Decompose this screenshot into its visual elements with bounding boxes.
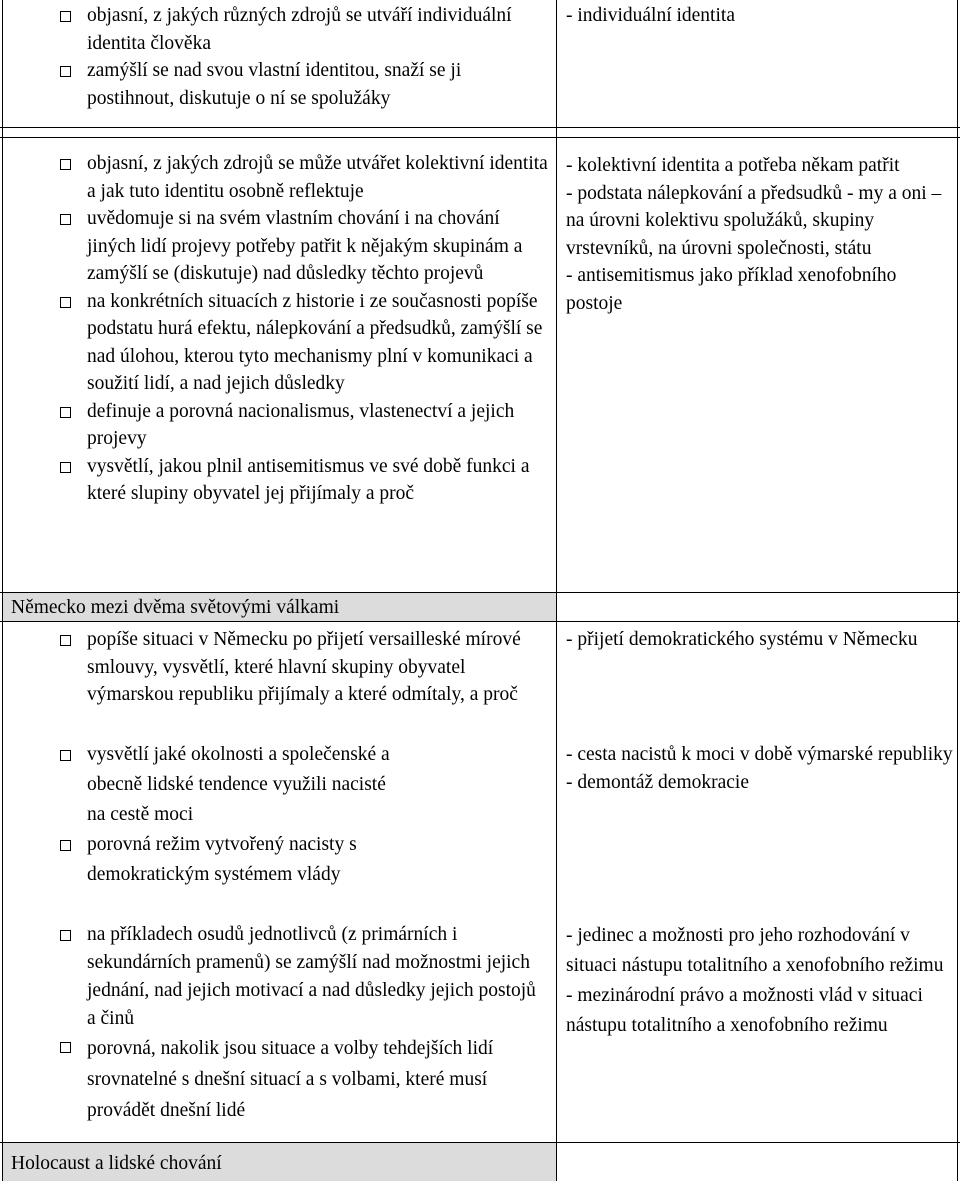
list-item-text: objasní, z jakých různých zdrojů se utváří individuální identita člověka [87, 5, 512, 54]
topic-text: - přijetí demokratického systému v Německu [566, 629, 918, 650]
list-item [12, 626, 552, 709]
row-1-right [566, 2, 956, 30]
checkbox-bullet-icon [60, 214, 71, 225]
list-item-text: zamýšlí se nad svou vlastní identitou, snaží se ji postihnout, diskutuje o ní se spolužáky [87, 60, 462, 109]
checkbox-bullet-icon [60, 407, 71, 418]
checkbox-bullet-icon [60, 297, 71, 308]
list-item [12, 921, 552, 1033]
list-item [12, 288, 552, 398]
row-2-right [566, 152, 956, 317]
list-item [12, 453, 552, 508]
checkbox-bullet-icon [60, 840, 71, 851]
topic-text: - kolektivní identita a potřeba někam patřit [566, 155, 900, 176]
topic-text: - jedinec a možnosti pro jeho rozhodování v situaci nástupu totalitního a xenofobního režimu [566, 925, 944, 976]
row-3-right [566, 626, 956, 654]
topic-text: - podstata nálepkování a předsudků - my a oni – na úrovni kolektivu spolužáků, skupiny vrstevníků, na úrovni společnosti, státu [566, 182, 942, 259]
list-item [12, 150, 552, 205]
list-item [12, 2, 552, 57]
row-4-right [566, 741, 956, 796]
checkbox-bullet-icon [60, 1042, 71, 1053]
row-2-left [12, 150, 552, 508]
topic-text: - mezinárodní právo a možnosti vlád v situaci nástupu totalitního a xenofobního režimu [566, 985, 923, 1036]
topic-text: - antisemitismus jako příklad xenofobního postoje [566, 265, 897, 314]
table-border-left [2, 0, 3, 1181]
list-item-text: popíše situaci v Německu po přijetí versailleské mírové smlouvy, vysvětlí, které hlavní skupiny obyvatel výmarskou republiku přijímaly a které odmítaly, a proč [87, 629, 521, 705]
row-3-left [12, 626, 552, 709]
list-item [12, 830, 552, 890]
checkbox-bullet-icon [60, 159, 71, 170]
checkbox-bullet-icon [60, 11, 71, 22]
list-item [12, 1033, 552, 1126]
section-heading: Německo mezi dvěma světovými válkami [11, 597, 340, 618]
list-item-text: na příkladech osudů jednotlivců (z primárních i sekundárních pramenů) se zamýšlí nad možnostmi jejich jednání, nad jejich motivací a nad důsledky jejich postojů a činů [87, 924, 536, 1029]
checkbox-bullet-icon [60, 930, 71, 941]
list-item-text: vysvětlí jaké okolnosti a společenské a obecně lidské tendence využili nacisté na cestě moci [87, 744, 390, 825]
list-item [12, 398, 552, 453]
row-5-right [566, 921, 956, 1041]
row-divider [0, 137, 960, 138]
topic-text: - individuální identita [566, 5, 735, 26]
row-1-left [12, 2, 552, 112]
list-item-text: vysvětlí, jakou plnil antisemitismus ve své době funkci a které slupiny obyvatel jej přijímaly a proč [87, 455, 530, 504]
list-item-text: na konkrétních situacích z historie i ze současnosti popíše podstatu hurá efektu, nálepkování a předsudků, zamýšlí se nad úlohou, kterou tyto mechanismy plní v komunikaci a soužití lidí, a nad jejich důsledky [87, 290, 543, 394]
topic-text: - demontáž demokracie [566, 771, 749, 793]
list-item-text: porovná, nakolik jsou situace a volby tehdejších lidí srovnatelné s dnešní situací a s volbami, které musí provádět dnešní lidé [87, 1038, 494, 1121]
checkbox-bullet-icon [60, 462, 71, 473]
topic-text: - cesta nacistů k moci v době výmarské republiky [566, 744, 953, 765]
row-4-left [12, 740, 552, 890]
list-item [12, 205, 552, 288]
checkbox-bullet-icon [60, 635, 71, 646]
row-divider [0, 127, 960, 128]
list-item-text: definuje a porovná nacionalismus, vlastenectví a jejich projevy [87, 400, 515, 449]
section-heading: Holocaust a lidské chování [11, 1153, 222, 1174]
row-5-left [12, 921, 552, 1126]
list-item-text: uvědomuje si na svém vlastním chování i na chování jiných lidí projevy potřeby patřit k nějakým skupinám a zamýšlí se (diskutuje) nad důsledky těchto projevů [87, 208, 523, 284]
row-divider [0, 621, 960, 622]
list-item-text: porovná režim vytvořený nacisty s demokratickým systémem vlády [87, 834, 357, 885]
checkbox-bullet-icon [60, 66, 71, 77]
list-item [12, 740, 552, 830]
list-item [12, 57, 552, 112]
column-divider [556, 0, 557, 1181]
table-border-right [957, 0, 958, 1181]
list-item-text: objasní, z jakých zdrojů se může utvářet kolektivní identita a jak tuto identitu osobně reflektuje [87, 153, 548, 202]
checkbox-bullet-icon [60, 750, 71, 761]
